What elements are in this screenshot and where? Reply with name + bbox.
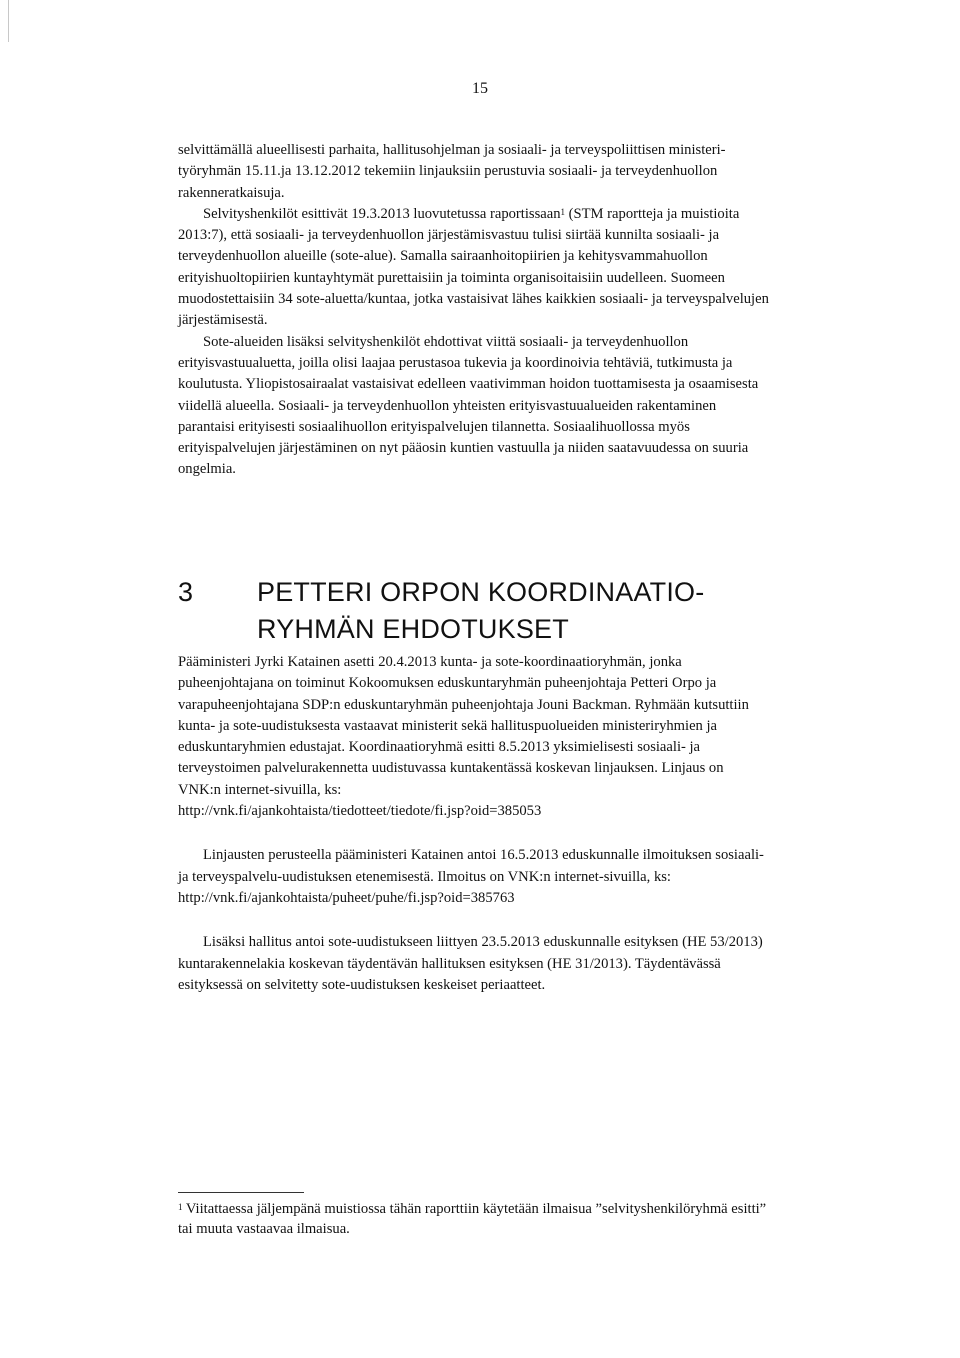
paragraph-linjaukset: Linjausten perusteella pääministeri Katainen antoi 16.5.2013 eduskunnalle ilmoituksen sosiaali- ja terveyspalvelu-uudistuksen etenemisestä. Ilmoitus on VNK:n internet-sivuilla, ks: bbox=[178, 847, 764, 885]
paragraph-hallituksen-esitys: Lisäksi hallitus antoi sote-uudistukseen liittyen 23.5.2013 eduskunnalle esityksen (HE 53/2013) kuntarakennelakia koskevan täydentävän hallituksen esityksen (HE 31/2013). Täydentävässä esityksessä on selvitetty sote-uudistuksen keskeiset periaatteet. bbox=[178, 934, 763, 993]
paragraph-sote-alueet: Sote-alueiden lisäksi selvityshenkilöt ehdottivat viittä sosiaali- ja terveydenhuollon erityisvastuualuetta, joilla olisi laajaa perustasoa tukevia ja koordinoivia tehtäviä, tutkimusta ja koulutusta. Yliopistosairaalat vastaisivat edelleen vaativimman hoidon tuottamisesta ja osaamisesta viidellä alueella. Sosiaali- ja terveydenhuollon yhteisten erityisvastuualueiden rakentaminen parantaisi erityisesti sosiaalihuollon erityispalvelujen tilannetta. Sosiaalihuollossa myös erityispalvelujen järjestäminen on nyt pääosin kuntien vastuulla ja niiden saatavuudessa on suuria ongelmia. bbox=[178, 333, 759, 478]
paragraph-intro: selvittämällä alueellisesti parhaita, hallitusohjelman ja sosiaali- ja terveyspoliittisen ministeri-työryhmän 15.11.ja 13.12.2012 tekemiin linjauksiin perustuvia sosiaali- ja terveydenhuollon rakenneratkaisuja. bbox=[178, 142, 726, 201]
footnote bbox=[178, 1199, 778, 1239]
section-title-line2: RYHMÄN EHDOTUKSET bbox=[257, 614, 569, 644]
body-section-bottom bbox=[178, 652, 769, 996]
paragraph-koordinaatioryhma: Pääministeri Jyrki Katainen asetti 20.4.2013 kunta- ja sote-koordinaatioryhmän, jonka puheenjohtajana on toiminut Kokoomuksen eduskuntaryhmän puheenjohtaja Petteri Orpo ja varapuheenjohtajana SDP:n eduskuntaryhmän puheenjohtaja Jouni Backman. Ryhmään kutsuttiin kunta- ja sote-uudistuksesta vastaavat ministerit sekä hallituspuolueiden ministeriryhmien ja eduskuntaryhmien edustajat. Koordinaatioryhmä esitti 8.5.2013 yksimielisesti sosiaali- ja terveystoimen palvelurakennetta uudistuvassa kuntakentässä koskevan linjauksen. Linjaus on VNK:n internet-sivuilla, ks: bbox=[178, 654, 749, 798]
link-puhe[interactable]: http://vnk.fi/ajankohtaista/puheet/puhe/fi.jsp?oid=385763 bbox=[178, 889, 515, 906]
section-title-line1: PETTERI ORPON KOORDINAATIO- bbox=[257, 577, 705, 607]
scan-edge-line bbox=[8, 0, 9, 42]
footnote-divider bbox=[178, 1192, 304, 1193]
paragraph-selvityshenkilot-start: Selvityshenkilöt esittivät 19.3.2013 luovutetussa raportissaan bbox=[203, 205, 561, 222]
footnote-mark: 1 bbox=[178, 1202, 183, 1212]
link-tiedote[interactable]: http://vnk.fi/ajankohtaista/tiedotteet/tiedote/fi.jsp?oid=385053 bbox=[178, 803, 542, 820]
footnote-reference[interactable]: 1 bbox=[560, 206, 566, 217]
paragraph-selvityshenkilot-rest: (STM raportteja ja muistioita 2013:7), että sosiaali- ja terveydenhuollon järjestämisvastuu tulisi siirtää kunnilta sosiaali- ja terveydenhuollon alueille (sote-alue). Samalla sairaanhoitopiirien ja kehitysvammahuollon erityishuoltopiirien kuntayhtymät purettaisiin ja toiminta organisoitaisiin uudelleen. Suomeen muodostettaisiin 34 sote-aluetta/kuntaa, jotka vastaisivat lähes kaikkien sosiaali- ja terveyspalvelujen järjestämisestä. bbox=[178, 205, 769, 329]
page-number: 15 bbox=[472, 80, 488, 97]
section-number: 3 bbox=[178, 577, 194, 607]
footnote-text: Viitattaessa jäljempänä muistiossa tähän raporttiin käytetään ilmaisua ”selvityshenkilöryhmä esitti” tai muuta vastaavaa ilmaisua. bbox=[178, 1201, 767, 1237]
section-heading bbox=[178, 574, 778, 648]
body-section-top bbox=[178, 140, 769, 481]
paragraph-selvityshenkilot bbox=[178, 204, 769, 332]
